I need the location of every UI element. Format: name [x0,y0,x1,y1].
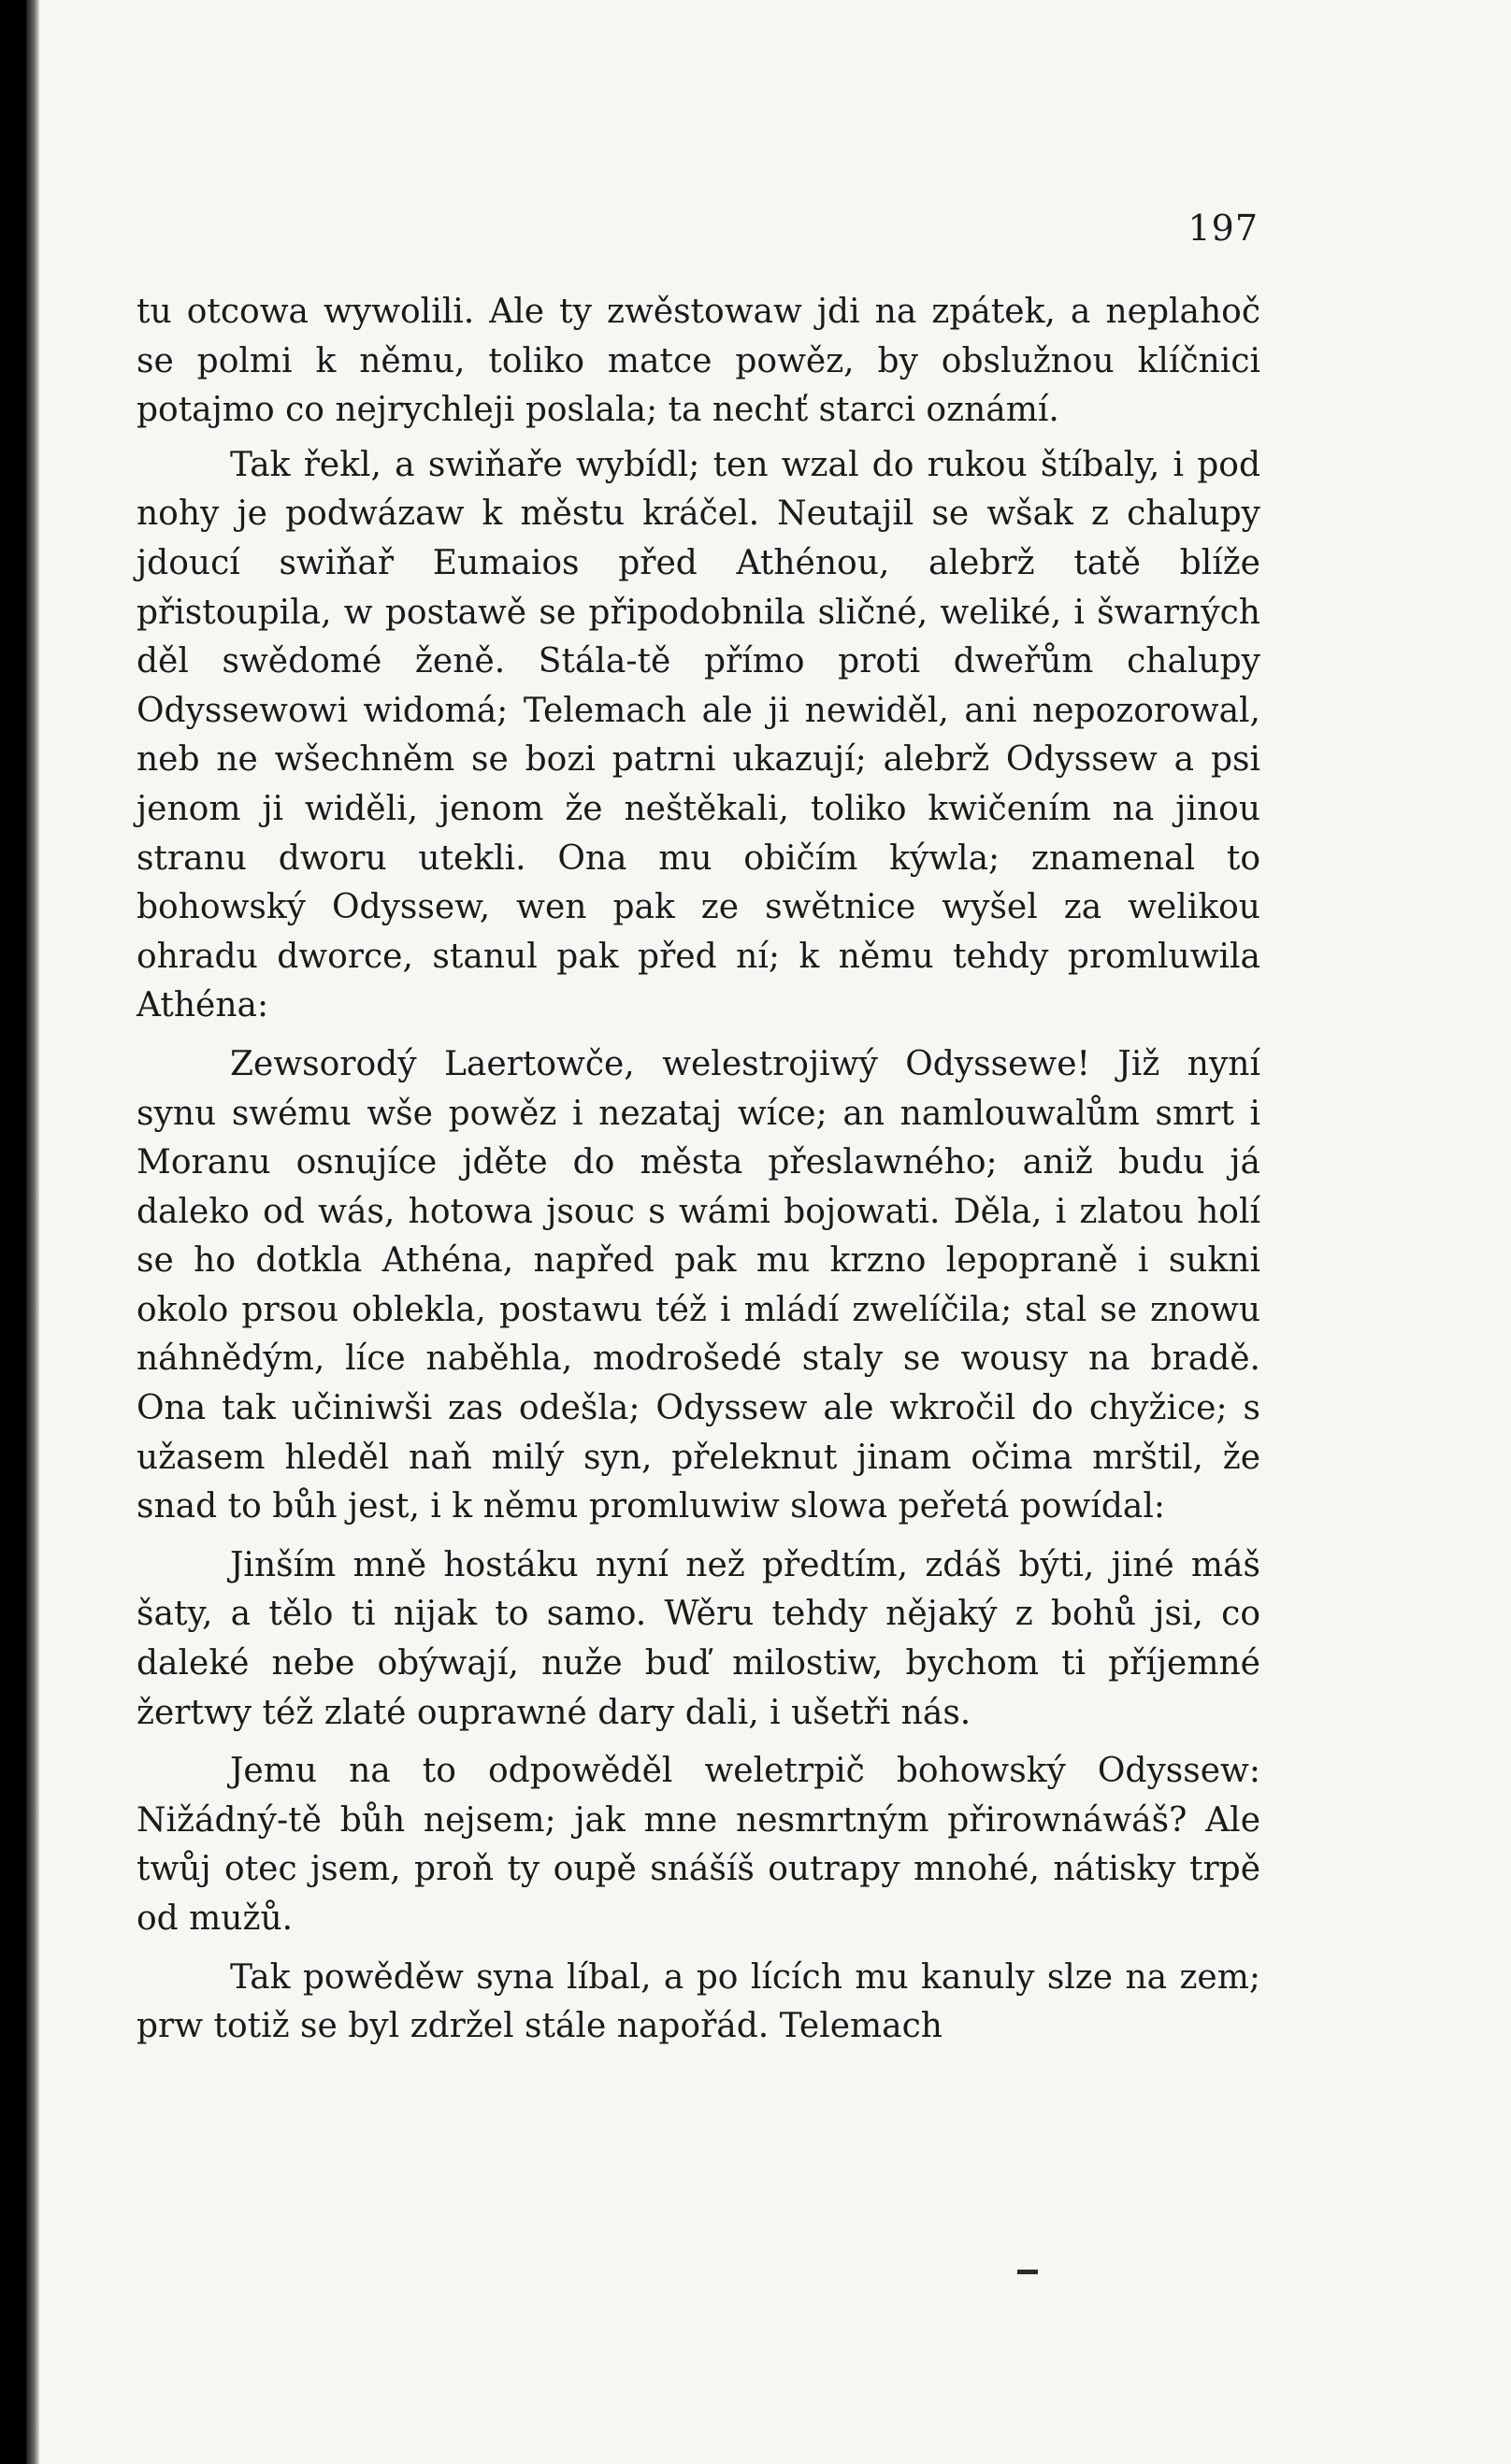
page-number: 197 [1187,208,1259,249]
paragraph-2: Tak řekl, a swiňaře wybídl; ten wzal do rukou štíbaly, i pod nohy je podwázaw k městu kráčel. Neutajil se wšak z chalupy jdoucí swiňař Eumaios před Athénou, alebrž tatě blíže přistoupila, w postawě se připodobnila sličné, weliké, i šwarných děl swědomé ženě. Stála-tě přímo proti dweřům chalupy Odyssewowi widomá; Telemach ale ji newiděl, ani nepozorowal, neb ne wšechněm se bozi patrni ukazují; alebrž Odyssew a psi jenom ji widěli, jenom že neštěkali, toliko kwičením na jinou stranu dworu utekli. Ona mu običím kýwla; znamenal to bohowský Odyssew, wen pak ze swětnice wyšel za welikou ohradu dworce, stanul pak před ní; k němu tehdy promluwila Athéna: [137,445,1260,1025]
paragraph-3: Zewsorodý Laertowče, welestrojiwý Odyssewe! Již nyní synu swému wše powěz i nezataj wíce; an namlouwalům smrt i Moranu osnujíce jděte do města přeslawného; aniž budu já daleko od wás, hotowa jsouc s wámi bojowati. Děla, i zlatou holí se ho dotkla Athéna, napřed pak mu krzno lepopraně i sukni okolo prsou oblekla, postawu též i mládí zwelíčila; stal se znowu náhnědým, líce naběhla, modrošedé staly se wousy na bradě. Ona tak učiniwši zas odešla; Odyssew ale wkročil do chyžice; s užasem hleděl naň milý syn, přeleknut jinam očima mrštil, že snad to bůh jest, i k němu promluwiw slowa peřetá powídal: [137,1044,1260,1526]
book-page [26,0,1511,2464]
page-binding-edge [26,0,39,2464]
paragraph-6: Tak powěděw syna líbal, a po lících mu kanuly slze na zem; prw totiž se byl zdržel stále napořád. Telemach [137,1957,1260,2046]
paragraph-4: Jinším mně hostáku nyní než předtím, zdáš býti, jiné máš šaty, a tělo ti nijak to samo. Wěru tehdy nějaký z bohů jsi, co daleké nebe obýwají, nuže buď milostiw, bychom ti příjemné žertwy též zlaté ouprawné dary dali, i ušetři nás. [137,1545,1260,1732]
body-text [137,288,1260,2057]
paragraph-5: Jemu na to odpowěděl weletrpič bohowský Odyssew: Nižádný-tě bůh nejsem; jak mne nesmrtným přirownáwáš? Ale twůj otec jsem, proň ty oupě snášíš outrapy mnohé, nátisky trpě od mužů. [137,1752,1260,1938]
print-mark [1017,2270,1038,2274]
paragraph-1: tu otcowa wywolili. Ale ty zwěstowaw jdi na zpátek, a neplahoč se polmi k němu, toliko matce powěz, by obslužnou klíčnici potajmo co nejrychleji poslala; ta nechť starci oznámí. [137,293,1260,430]
